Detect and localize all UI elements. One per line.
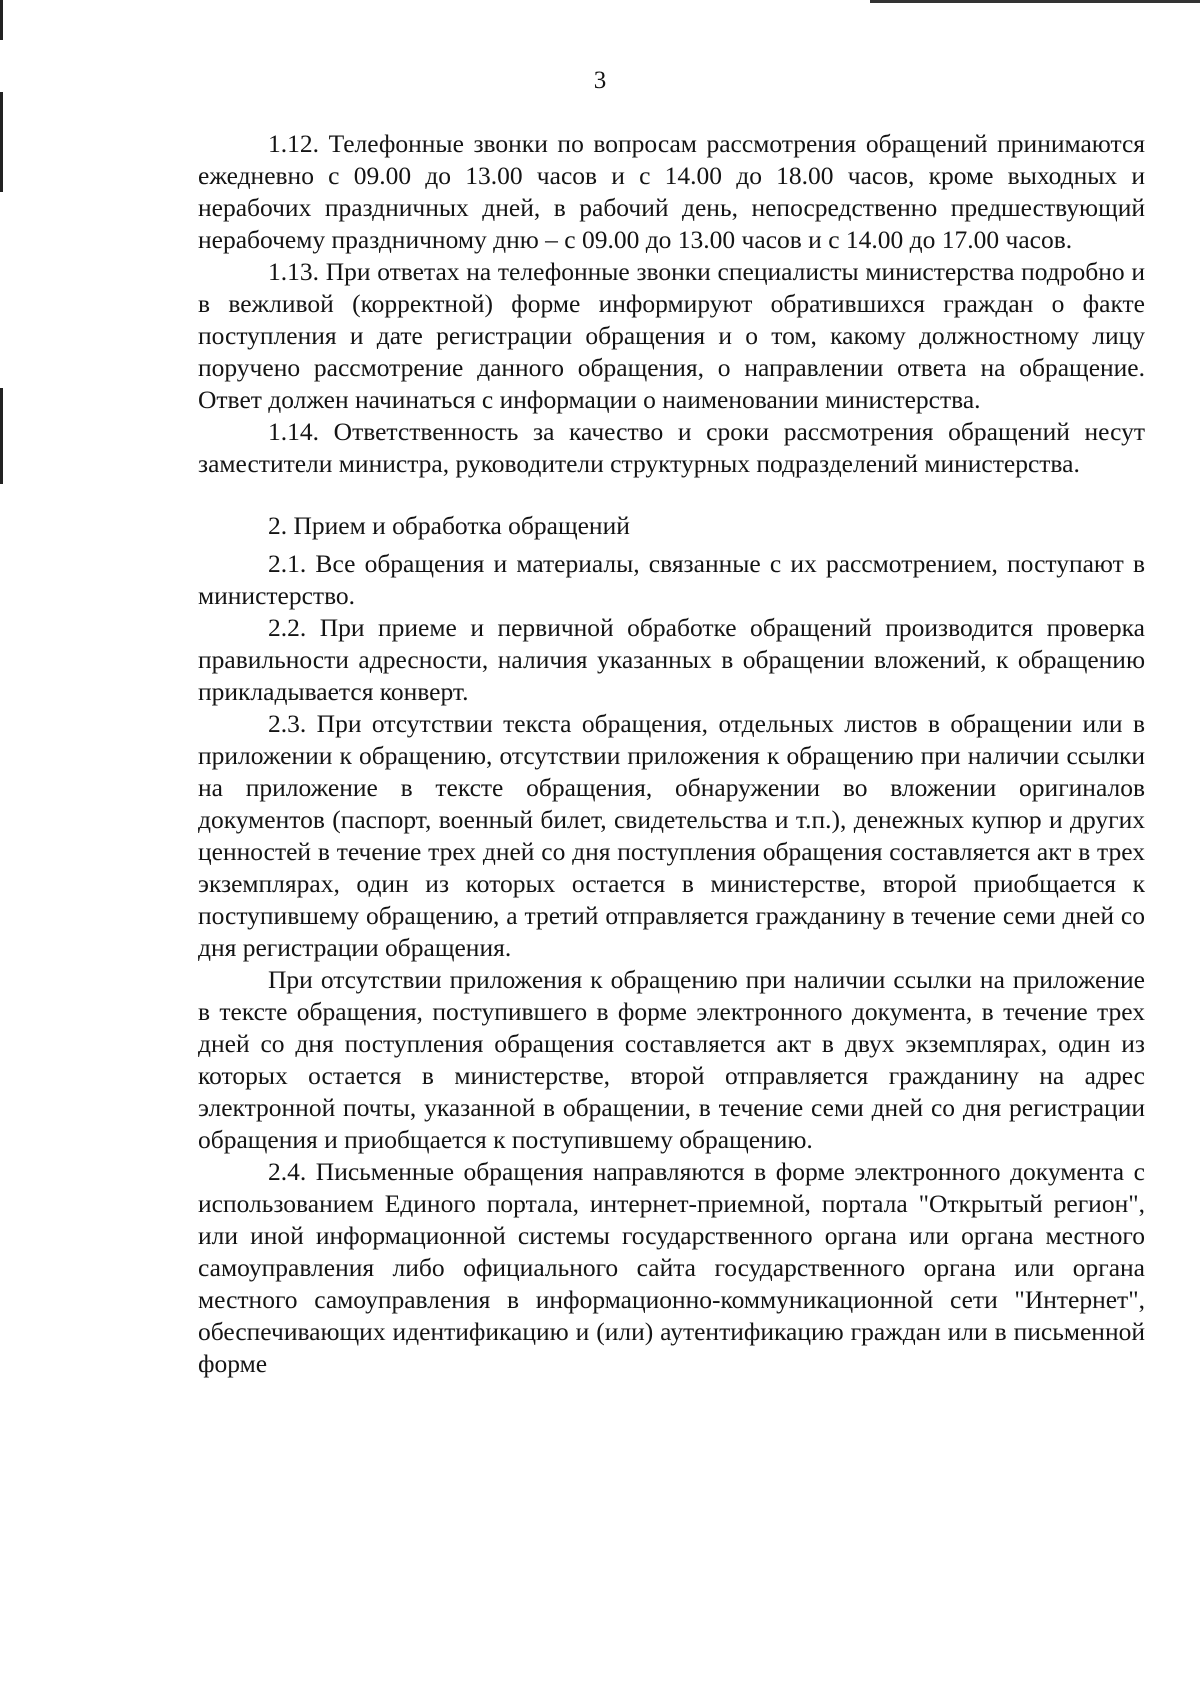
- paragraph-2-3-continued: При отсутствии приложения к обращению при наличии ссылки на приложение в тексте обращения, поступившего в форме электронного документа, в течение трех дней со дня поступления обращения составляется акт в двух экземплярах, один из которых остается в министерстве, второй отправляется гражданину на адрес электронной почты, указанной в обращении, в течение семи дней со дня регистрации обращения и приобщается к поступившему обращению.: [198, 965, 1145, 1154]
- paragraph-2-4: 2.4. Письменные обращения направляются в форме электронного документа с использованием Единого портала, интернет-приемной, портала "Открытый регион", или иной информационной системы государственного органа или органа местного самоуправления либо официального сайта государственного органа или органа местного самоуправления в информационно-коммуникационной сети "Интернет", обеспечивающих идентификацию и (или) аутентификацию граждан или в письменной форме: [198, 1157, 1145, 1378]
- document-body: [198, 128, 1145, 1380]
- paragraph-2-3: 2.3. При отсутствии текста обращения, отдельных листов в обращении или в приложении к обращению, отсутствии приложения к обращению при наличии ссылки на приложение в тексте обращения, обнаружении во вложении оригиналов документов (паспорт, военный билет, свидетельства и т.п.), денежных купюр и других ценностей в течение трех дней со дня поступления обращения составляется акт в трех экземплярах, один из которых остается в министерстве, второй приобщается к поступившему обращению, а третий отправляется гражданину в течение семи дней со дня регистрации обращения.: [198, 709, 1145, 962]
- paragraph-1-12: 1.12. Телефонные звонки по вопросам рассмотрения обращений принимаются ежедневно с 09.00 до 13.00 часов и с 14.00 до 18.00 часов, кроме выходных и нерабочих праздничных дней, в рабочий день, непосредственно предшествующий нерабочему праздничному дню – с 09.00 до 13.00 часов и с 14.00 до 17.00 часов.: [198, 129, 1145, 254]
- page-number: 3: [593, 67, 607, 94]
- paragraph-2-1: 2.1. Все обращения и материалы, связанные с их рассмотрением, поступают в министерство.: [198, 549, 1145, 610]
- scan-edge-mark: [0, 388, 3, 484]
- paragraph-1-13: 1.13. При ответах на телефонные звонки специалисты министерства подробно и в вежливой (корректной) форме информируют обратившихся граждан о факте поступления и дате регистрации обращения и о том, какому должностному лицу поручено рассмотрение данного обращения, о направлении ответа на обращение. Ответ должен начинаться с информации о наименовании министерства.: [198, 257, 1145, 414]
- paragraph-1-14: 1.14. Ответственность за качество и сроки рассмотрения обращений несут заместители министра, руководители структурных подразделений министерства.: [198, 417, 1145, 478]
- scan-edge-mark: [0, 0, 3, 40]
- paragraph-2-2: 2.2. При приеме и первичной обработке обращений производится проверка правильности адресности, наличия указанных в обращении вложений, к обращению прикладывается конверт.: [198, 613, 1145, 706]
- scan-edge-mark: [0, 92, 3, 192]
- section-heading: 2. Прием и обработка обращений: [268, 511, 630, 540]
- scan-top-rule: [870, 0, 1200, 3]
